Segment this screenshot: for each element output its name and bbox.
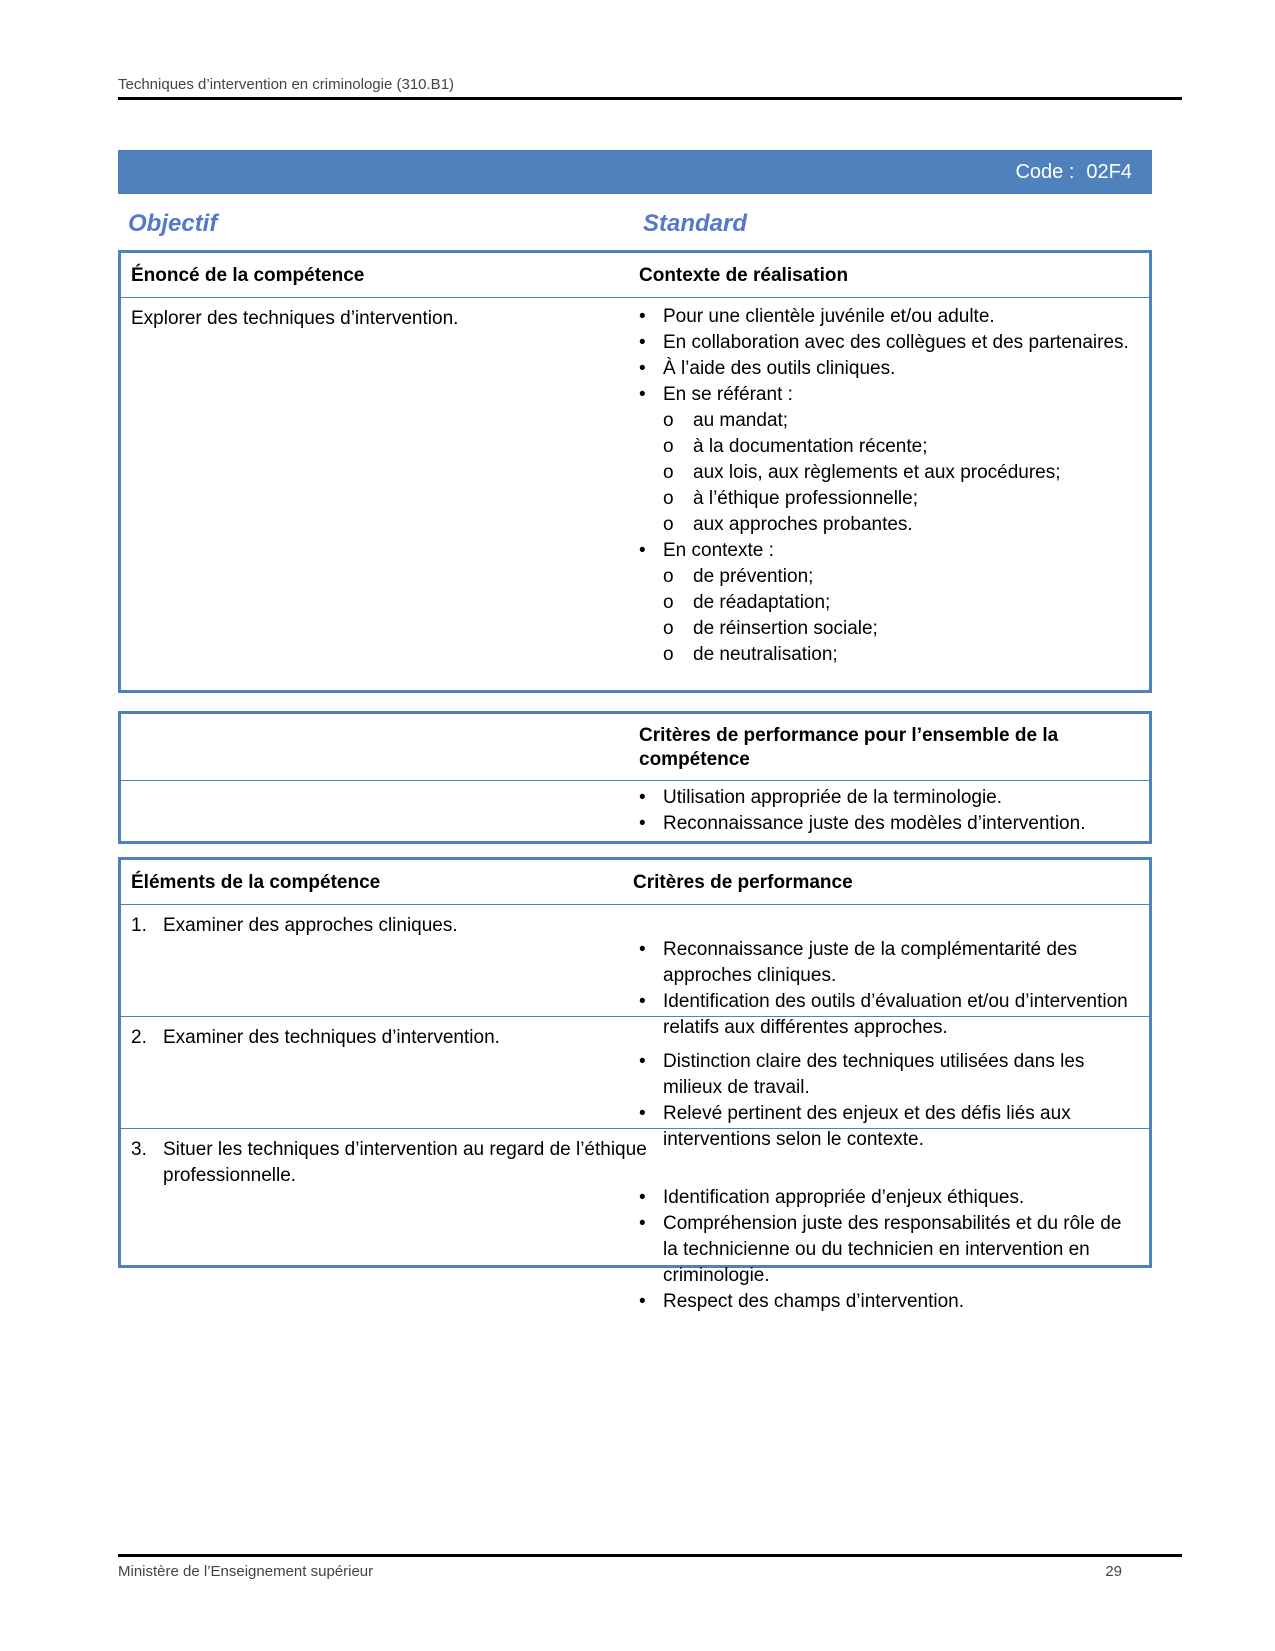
context-subitem: o de réinsertion sociale; xyxy=(639,616,1135,642)
context-subitem: o aux approches probantes. xyxy=(639,512,1135,538)
overall-criterion: • Utilisation appropriée de la terminologie. xyxy=(639,785,1135,811)
overall-criteria-header: Critères de performance pour l’ensemble de la compétence xyxy=(639,725,1059,770)
statement-header: Énoncé de la compétence xyxy=(131,265,365,286)
criterion: • Relevé pertinent des enjeux et des défis liés aux interventions selon le contexte. xyxy=(639,1101,1135,1153)
context-item-text: En contexte : xyxy=(663,540,774,561)
element-label: Examiner des approches cliniques. xyxy=(163,915,458,936)
running-header xyxy=(118,76,1182,100)
standard-label: Standard xyxy=(643,210,748,237)
element-text xyxy=(131,913,653,939)
criterion: • Identification appropriée d’enjeux éthiques. xyxy=(639,1185,1135,1211)
elements-table xyxy=(118,857,1152,1312)
criterion: • Identification des outils d’évaluation et/ou d’intervention relatifs aux différentes approches. xyxy=(639,989,1135,1041)
ministry-name: Ministère de l’Enseignement supérieur xyxy=(118,1563,374,1580)
context-subitem: o de prévention; xyxy=(639,564,1135,590)
context-item: • En collaboration avec des collègues et des partenaires. xyxy=(639,330,1135,356)
criterion: • Compréhension juste des responsabilités et du rôle de la technicienne ou du technicien en intervention en criminologie. xyxy=(639,1211,1135,1289)
element-label: Examiner des techniques d’intervention. xyxy=(163,1027,500,1048)
context-subitem: o de réadaptation; xyxy=(639,590,1135,616)
criterion: • Respect des champs d’intervention. xyxy=(639,1289,1135,1315)
context-item-text: En se référant : xyxy=(663,384,793,405)
context-item xyxy=(639,382,1135,538)
element-row xyxy=(121,1129,1149,1312)
objective-label: Objectif xyxy=(128,210,218,237)
context-item: • À l’aide des outils cliniques. xyxy=(639,356,1135,382)
context-item xyxy=(639,538,1135,668)
element-number: 2. xyxy=(131,1027,147,1048)
overall-criteria-header-row xyxy=(121,714,1149,781)
context-subitem: o de neutralisation; xyxy=(639,642,1135,668)
code-label: Code : xyxy=(1015,160,1075,183)
criterion: • Distinction claire des techniques utilisées dans les milieux de travail. xyxy=(639,1049,1135,1101)
context-subitem: o aux lois, aux règlements et aux procédures; xyxy=(639,460,1135,486)
context-subitem: o à l’éthique professionnelle; xyxy=(639,486,1135,512)
code-value: 02F4 xyxy=(1086,160,1132,183)
element-label: Situer les techniques d’intervention au regard de l’éthique professionnelle. xyxy=(163,1139,647,1186)
code-bar xyxy=(118,150,1152,194)
criteria-header: Critères de performance xyxy=(633,872,853,893)
overall-criteria-table xyxy=(118,711,1152,844)
elements-header: Éléments de la compétence xyxy=(131,872,381,893)
running-footer xyxy=(118,1554,1182,1580)
elements-table-header xyxy=(121,860,1149,905)
program-title: Techniques d’intervention en criminologie (310.B1) xyxy=(118,76,455,93)
page-number: 29 xyxy=(1105,1563,1122,1580)
context-subitem: o à la documentation récente; xyxy=(639,434,1135,460)
context-subitem: o au mandat; xyxy=(639,408,1135,434)
element-text xyxy=(131,1025,653,1051)
element-number: 3. xyxy=(131,1139,147,1160)
overall-criterion: • Reconnaissance juste des modèles d’intervention. xyxy=(639,811,1135,837)
context-list xyxy=(639,298,1149,668)
overall-criteria-body xyxy=(121,781,1149,841)
criterion: • Reconnaissance juste de la complémentarité des approches cliniques. xyxy=(639,937,1135,989)
competency-table xyxy=(118,250,1152,693)
competency-table-body xyxy=(121,298,1149,690)
context-item: • Pour une clientèle juvénile et/ou adulte. xyxy=(639,304,1135,330)
competency-table-header xyxy=(121,253,1149,298)
element-row xyxy=(121,1017,1149,1150)
context-header: Contexte de réalisation xyxy=(639,265,849,286)
element-number: 1. xyxy=(131,915,147,936)
competency-statement: Explorer des techniques d’intervention. xyxy=(131,308,459,329)
element-text xyxy=(131,1137,653,1189)
